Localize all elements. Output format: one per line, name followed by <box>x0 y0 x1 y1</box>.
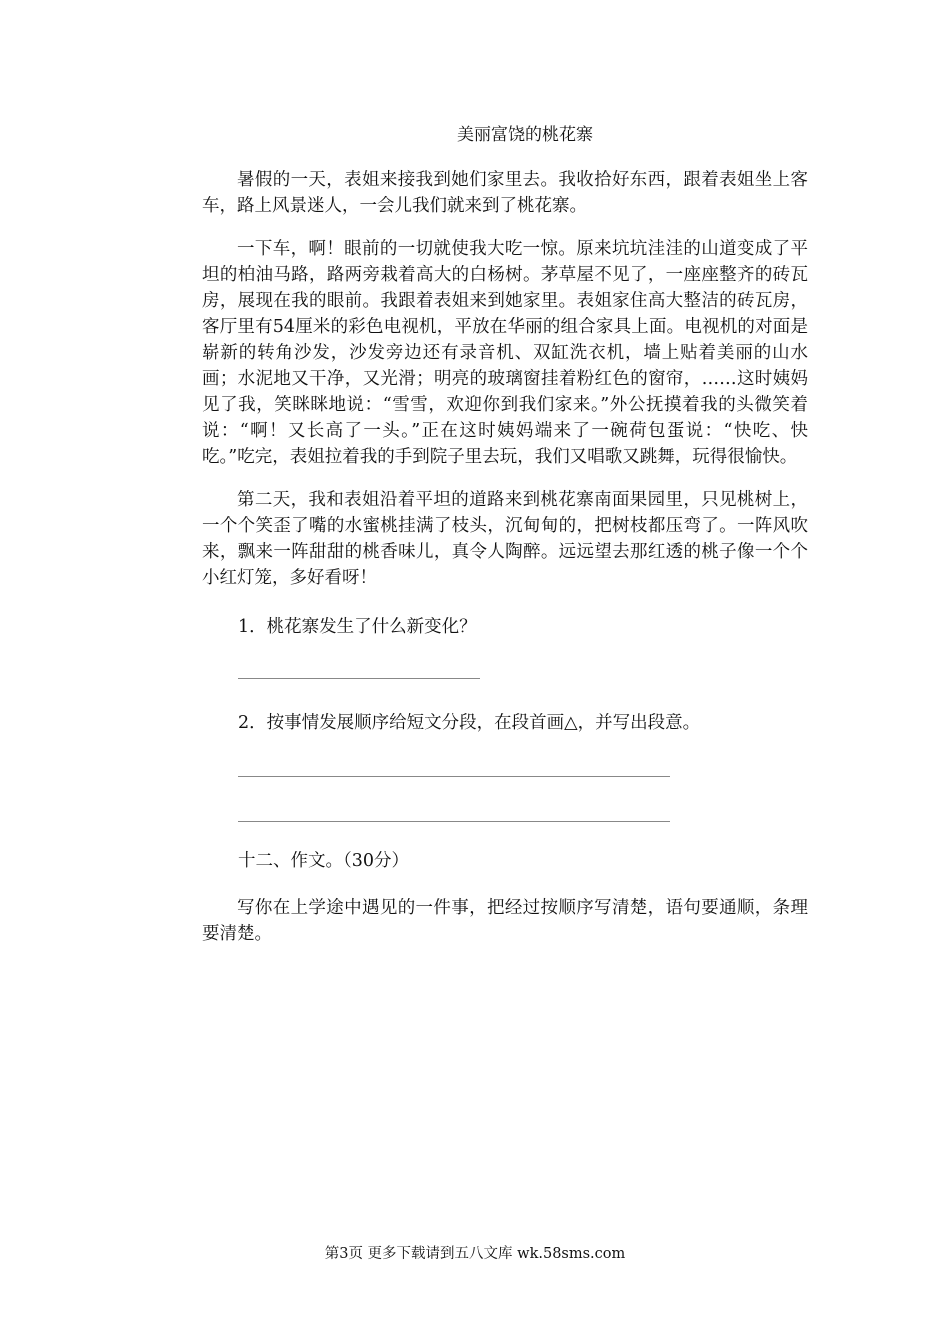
paragraph-1: 暑假的一天，表姐来接我到她们家里去。我收拾好东西，跟着表姐坐上客车，路上风景迷人，一会儿我们就来到了桃花寨。 <box>202 170 808 216</box>
paragraph-2: 一下车，啊！眼前的一切就使我大吃一惊。原来坑坑洼洼的山道变成了平坦的柏油马路，路两旁栽着高大的白杨树。茅草屋不见了，一座座整齐的砖瓦房，展现在我的眼前。我跟着表姐来到她家里。表姐家住高大整洁的砖瓦房，客厅里有54厘米的彩色电视机，平放在华丽的组合家具上面。电视机的对面是崭新的转角沙发，沙发旁边还有录音机、双缸洗衣机，墙上贴着美丽的山水画；水泥地又干净，又光滑；明亮的玻璃窗挂着粉红色的窗帘，……这时姨妈见了我，笑眯眯地说：“雪雪，欢迎你到我们家来。”外公抚摸着我的头微笑着说：“啊！又长高了一头。”正在这时姨妈端来了一碗荷包蛋说：“快吃、快吃。”吃完，表姐拉着我的手到院子里去玩，我们又唱歌又跳舞，玩得很愉快。 <box>202 239 808 467</box>
answer-line-2a <box>238 776 670 777</box>
question-2: 2．按事情发展顺序给短文分段，在段首画△，并写出段意。 <box>238 713 701 733</box>
section-heading: 十二、作文。（30分） <box>238 851 410 871</box>
document-body <box>202 167 808 947</box>
page-footer: 第3页 更多下载请到五八文库 wk.58sms.com <box>324 1246 626 1262</box>
paragraph-3: 第二天，我和表姐沿着平坦的道路来到桃花寨南面果园里，只见桃树上，一个个笑歪了嘴的水蜜桃挂满了枝头，沉甸甸的，把树枝都压弯了。一阵风吹来，飘来一阵甜甜的桃香味儿，真令人陶醉。远远望去那红透的桃子像一个个小红灯笼，多好看呀！ <box>202 490 808 588</box>
answer-line-1 <box>238 678 480 679</box>
essay-prompt: 写你在上学途中遇见的一件事，把经过按顺序写清楚，语句要通顺，条理要清楚。 <box>202 898 808 944</box>
document-title: 美丽富饶的桃花寨 <box>457 125 593 145</box>
question-1: 1．桃花寨发生了什么新变化？ <box>238 617 477 637</box>
answer-line-2b <box>238 821 670 822</box>
